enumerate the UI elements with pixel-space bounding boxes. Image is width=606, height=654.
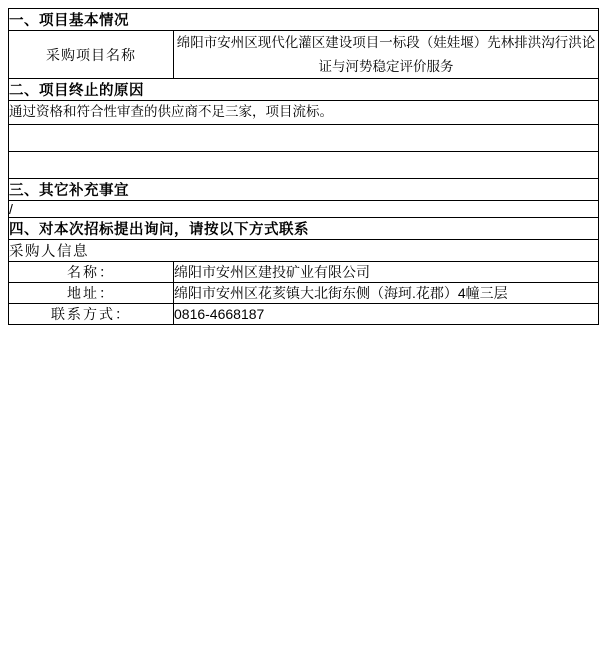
document-table: [8, 8, 599, 325]
section-heading-row: [9, 9, 599, 31]
table-row: [9, 304, 599, 325]
value-purchaser-address: 绵阳市安州区花荄镇大北街东侧（海珂.花郡）4幢三层: [174, 283, 599, 304]
label-purchaser-name: 名称：: [9, 262, 174, 283]
section-heading-contact: 四、对本次招标提出询问，请按以下方式联系: [9, 218, 599, 240]
section-heading-project-info: 一、项目基本情况: [9, 9, 599, 31]
section-heading-row: [9, 179, 599, 201]
value-procurement-project-name: 绵阳市安州区现代化灌区建设项目一标段（娃娃堰）先林排洪沟行洪论证与河势稳定评价服务: [174, 31, 599, 79]
section-heading-row: [9, 79, 599, 101]
value-purchaser-name: 绵阳市安州区建投矿业有限公司: [174, 262, 599, 283]
label-purchaser-phone: 联系方式：: [9, 304, 174, 325]
text-other-matters: /: [9, 201, 599, 218]
table-row: [9, 31, 599, 79]
subheading-purchaser-info: 采购人信息: [9, 240, 599, 262]
blank-row-1: [9, 125, 599, 152]
table-row: [9, 262, 599, 283]
table-row: [9, 125, 599, 152]
label-purchaser-address: 地址：: [9, 283, 174, 304]
text-termination-reason: 通过资格和符合性审查的供应商不足三家，项目流标。: [9, 101, 599, 125]
label-procurement-project-name: 采购项目名称: [9, 31, 174, 79]
table-row: [9, 152, 599, 179]
table-row: [9, 101, 599, 125]
section-heading-row: [9, 218, 599, 240]
table-row: [9, 283, 599, 304]
table-row: [9, 240, 599, 262]
section-heading-other-matters: 三、其它补充事宜: [9, 179, 599, 201]
value-purchaser-phone: 0816-4668187: [174, 304, 599, 325]
blank-row-2: [9, 152, 599, 179]
section-heading-termination-reason: 二、项目终止的原因: [9, 79, 599, 101]
table-row: [9, 201, 599, 218]
